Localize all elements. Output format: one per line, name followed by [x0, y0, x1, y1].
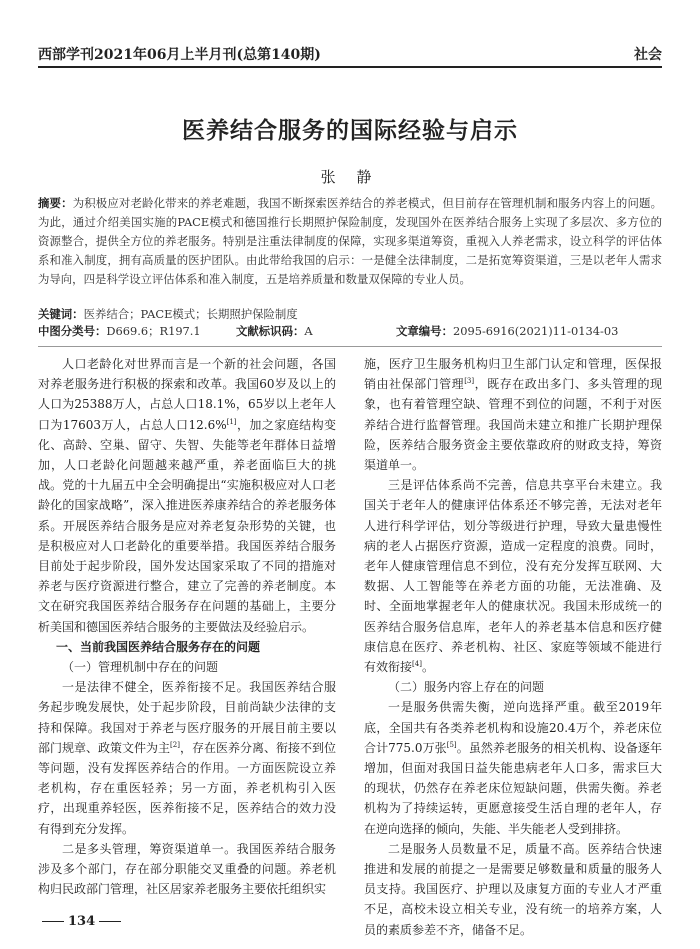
body-column-right	[364, 354, 662, 940]
section-heading: 一、当前我国医养结合服务存在的问题	[56, 639, 261, 654]
paragraph: 三是评估体系尚不完善，信息共享平台未建立。我国关于老年人的健康评估体系还不够完善，无法对老年人进行科学评估，划分等级进行护理，导致大量患慢性病的老人占据医疗资源，造成一定程度的浪费。同时，老年人健康管理信息不到位，没有充分发挥互联网、大数据、人工智能等在养老方面的功能，无法准确、及时、全面地掌握老年人的健康状况。我国未形成统一的医养结合服务信息库，老年人的养老基本信息和医疗健康信息在医疗、养老机构、社区、家庭等领域不能进行有效衔接[4]。	[364, 478, 662, 675]
paragraph: 二是服务人员数量不足，质量不高。医养结合快速推进和发展的前提之一是需要足够数量和质量的服务人员支持。我国医疗、护理以及康复方面的专业人才严重不足，高校未设立相关专业，没有统一的培养方案，人员的素质参差不齐，储备不足。	[364, 841, 662, 937]
keywords	[38, 306, 662, 323]
paragraph: 人口老龄化对世界而言是一个新的社会问题，各国对养老服务进行积极的探索和改革。我国60岁及以上的人口为25388万人，占总人口18.1%，65岁以上老年人口为17603万人，占总人口12.6%[1]，加之家庭结构变化、高龄、空巢、留守、失智、失能等老年群体日益增加，人口老龄化问题越来越严重，养老面临巨大的挑战。党的十九届五中全会明确提出“实施积极应对人口老龄化的国家战略”，深入推进医养康养结合的养老服务体系。开展医养结合服务是应对养老复杂形势的关键，也是积极应对人口老龄化的重要举措。我国医养结合服务目前处于起步阶段，国外发达国家采取了不同的措施对养老与医疗资源进行整合，建立了完善的养老制度。本文在研究我国医养结合服务存在问题的基础上，主要分析美国和德国医养结合服务的主要做法及经验启示。	[38, 357, 336, 634]
article-number: 文章编号：2095-6916(2021)11-0134-03	[396, 324, 619, 338]
footer-dash	[42, 921, 64, 922]
paragraph: 二是多头管理，筹资渠道单一。我国医养结合服务涉及多个部门，存在部分职能交叉重叠的问题。养老机构归民政部门管理，社区居家养老服务主要依托组织实	[38, 841, 336, 897]
citation: [5]	[446, 740, 457, 749]
abstract-divider	[38, 346, 662, 347]
paragraph: 一是法律不健全，医养衔接不足。我国医养结合服务起步晚发展快，处于起步阶段，目前尚缺少法律的支持和保障。我国对于养老与医疗服务的开展目前主要以部门规章、政策文件为主[2]，存在医养分离、衔接不到位等问题，没有发挥医养结合的作用。一方面医院设立养老机构，存在重医轻养；另一方面，养老机构引入医疗，出现重养轻医，医养衔接不足，医养结合的效力没有得到充分发挥。	[38, 680, 336, 836]
abstract	[38, 194, 662, 289]
classification-line	[38, 323, 662, 340]
author-name: 张 静	[320, 168, 380, 186]
article-title: 医养结合服务的国际经验与启示	[182, 117, 518, 144]
keywords-text: 医养结合；PACE模式；长期照护保险制度	[83, 307, 298, 321]
footer-dash	[99, 921, 121, 922]
document-code: 文献标识码：A	[236, 324, 313, 338]
header-rule	[38, 66, 662, 68]
citation: [1]	[226, 417, 237, 426]
body-column-left	[38, 354, 336, 899]
subsection-heading: （一）管理机制中存在的问题	[62, 660, 219, 675]
abstract-text: 为积极应对老龄化带来的养老难题，我国不断探索医养结合的养老模式，但目前存在管理机制和服务内容上的问题。为此，通过介绍美国实施的PACE模式和德国推行长期照护保险制度，发现国外在医养结合服务上实现了多层次、多方位的资源整合，提供全方位的养老服务。特别是注重法律制度的保障，实现多渠道筹资，重视入人养老需求，设立科学的评估体系和准入制度，拥有高质量的医护团队。由此带给我国的启示：一是健全法律制度，二是拓宽筹资渠道，三是以老年人需求为导向，四是科学设立评估体系和准入制度，五是培养质量和数量双保障的专业人员。	[38, 196, 662, 286]
citation: [2]	[170, 740, 180, 749]
abstract-label: 摘要：	[38, 196, 73, 210]
subsection-heading: （二）服务内容上存在的问题	[388, 680, 545, 695]
citation: [4]	[412, 660, 422, 669]
paragraph: 施，医疗卫生服务机构归卫生部门认定和管理，医保报销由社保部门管理[3]，既存在政出多门、多头管理的现象，也有着管理空缺、管理不到位的问题，不利于对医养结合进行监督管理。我国尚未建立和推广长期护理保险，医养结合服务资金主要依靠政府的财政支持，筹资渠道单一。	[364, 357, 662, 473]
journal-name: 西部学刊2021年06月上半月刊(总第140期)	[38, 47, 321, 63]
section-label: 社会	[634, 47, 662, 63]
paragraph: 一是服务供需失衡，逆向选择严重。截至2019年底，全国共有各类养老机构和设施20.4万个，养老床位合计775.0万张[5]。虽然养老服务的相关机构、设备逐年增加，但面对我国日益失能患病老年人口多，需求巨大的现状，仍然存在养老床位短缺问题，供需失衡。养老机构为了持续运转，更愿意接受生活自理的老年人，存在逆向选择的倾向，失能、半失能老人受到排挤。	[364, 700, 662, 836]
citation: [3]	[464, 377, 475, 386]
keywords-label: 关键词：	[38, 307, 84, 321]
clc-number: 中图分类号：D669.6；R197.1	[38, 324, 201, 338]
running-header	[38, 44, 662, 66]
page-number: 134	[38, 914, 125, 929]
